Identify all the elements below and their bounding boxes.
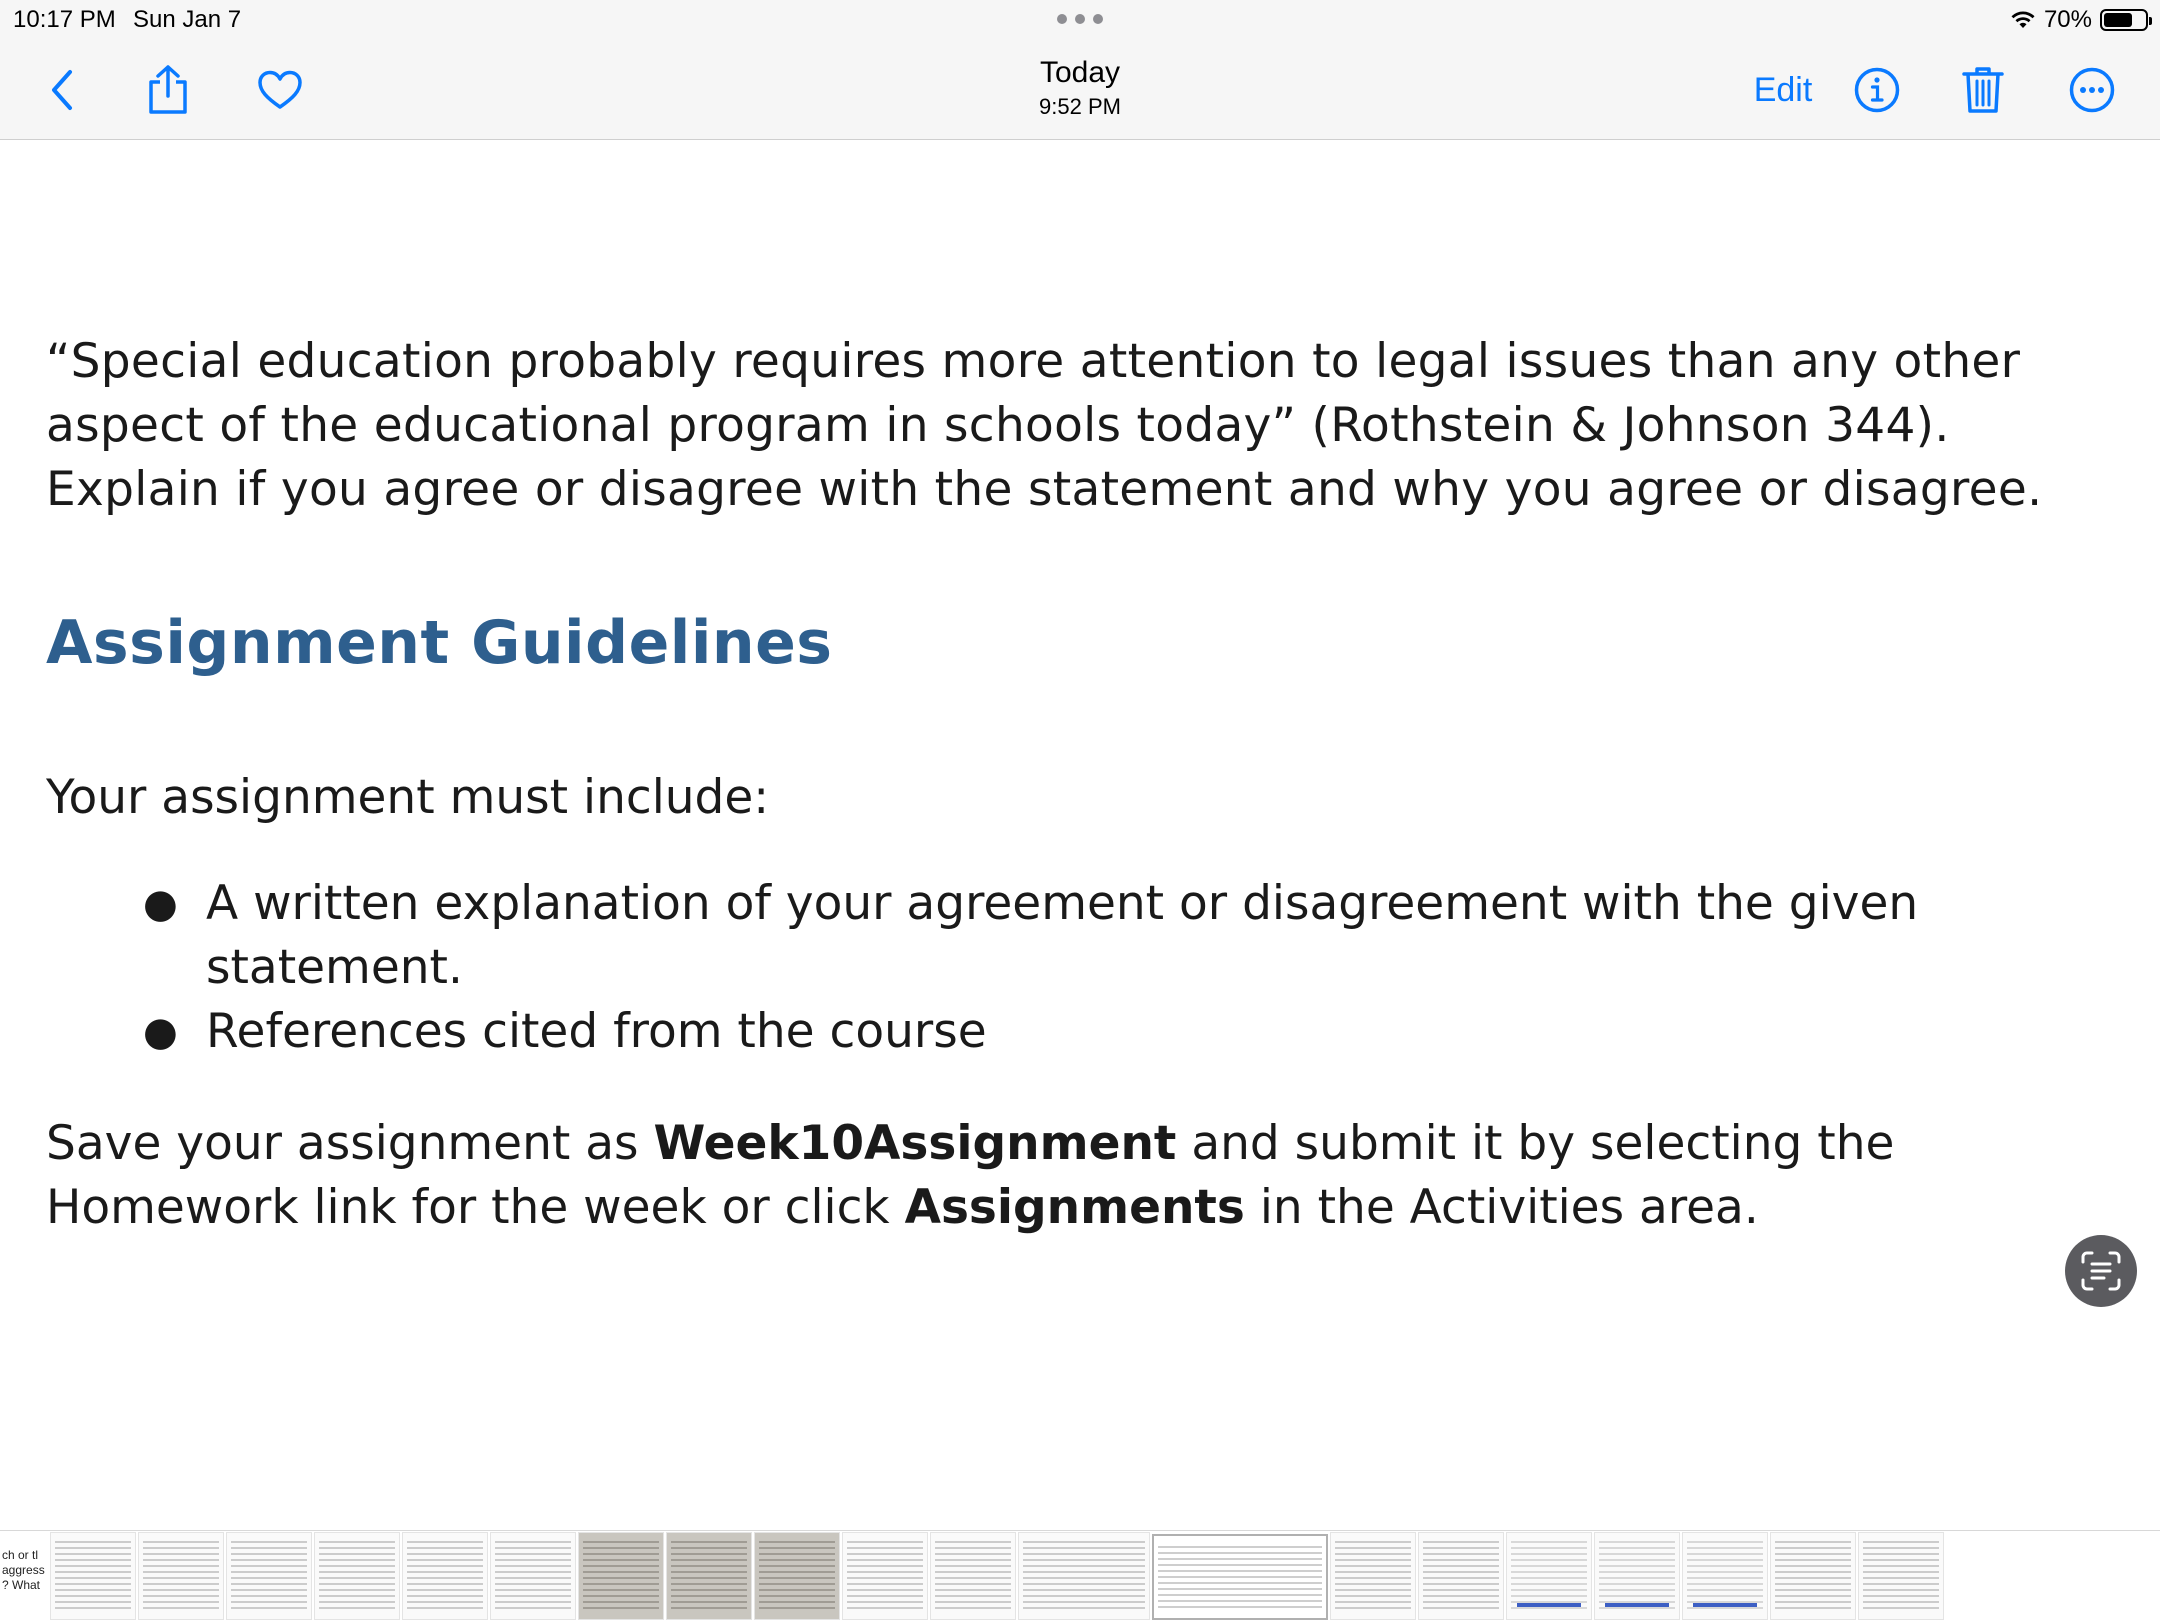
submit-text: Homework link for the week or click (46, 1180, 905, 1235)
intro-text: Your assignment must include: (46, 770, 770, 825)
thumbnail[interactable] (1682, 1532, 1768, 1620)
submit-text: and submit it by selecting the (1176, 1116, 1895, 1171)
list-item (46, 1000, 2126, 1064)
document-photo (46, 330, 2126, 1240)
requirements-list (46, 872, 2126, 1064)
thumbnail[interactable] (402, 1532, 488, 1620)
thumbnail[interactable] (314, 1532, 400, 1620)
thumbnail[interactable] (930, 1532, 1016, 1620)
thumbnail[interactable] (138, 1532, 224, 1620)
submit-line (46, 1112, 2126, 1176)
thumbnail[interactable] (490, 1532, 576, 1620)
title-time: 9:52 PM (1039, 94, 1121, 119)
bullet-icon: ● (143, 881, 178, 927)
thumbnail[interactable] (1858, 1532, 1944, 1620)
status-indicators (2010, 5, 2148, 35)
thumbnail-text-line: ch or tl (2, 1548, 39, 1562)
assignments-link-text: Assignments (904, 1180, 1245, 1235)
submission-instructions (46, 1112, 2126, 1240)
thumbnail-strip[interactable] (0, 1530, 2160, 1620)
delete-button[interactable] (1960, 62, 2006, 118)
live-text-button[interactable] (2065, 1235, 2137, 1307)
thumbnail-text-line: ? What (2, 1578, 41, 1592)
thumbnail[interactable] (666, 1532, 752, 1620)
more-icon (2069, 67, 2115, 113)
thumbnail[interactable] (1418, 1532, 1504, 1620)
thumbnail[interactable] (226, 1532, 312, 1620)
thumbnail[interactable] (754, 1532, 840, 1620)
quote-line: aspect of the educational program in schools today” (Rothstein & Johnson 344). (46, 398, 1950, 453)
thumbnail[interactable] (0, 1532, 48, 1620)
live-text-icon (2079, 1249, 2123, 1293)
status-bar (0, 0, 2160, 42)
thumbnail[interactable] (50, 1532, 136, 1620)
trash-icon (1961, 65, 2005, 115)
edit-button[interactable]: Edit (1753, 70, 1813, 109)
bullet-icon: ● (143, 1009, 178, 1055)
thumbnail[interactable] (842, 1532, 928, 1620)
thumbnail[interactable] (1330, 1532, 1416, 1620)
navigation-bar (0, 42, 2160, 140)
assignment-name: Week10Assignment (653, 1116, 1177, 1171)
status-time: 10:17 PM (13, 6, 116, 33)
submit-text: in the Activities area. (1244, 1180, 1759, 1235)
info-icon (1854, 67, 1900, 113)
list-item-line: statement. (206, 940, 463, 995)
status-date: Sun Jan 7 (133, 6, 242, 33)
title-day: Today (1039, 56, 1121, 89)
submit-text: Save your assignment as (46, 1116, 654, 1171)
list-item-line: A written explanation of your agreement or disagreement with the given (206, 876, 1919, 931)
thumbnail[interactable] (578, 1532, 664, 1620)
thumbnail[interactable] (1018, 1532, 1150, 1620)
thumbnail-text (2, 1548, 45, 1593)
battery-level (2104, 13, 2132, 27)
thumbnail-text-line: aggress (2, 1563, 45, 1577)
more-button[interactable] (2068, 62, 2116, 118)
section-heading: Assignment Guidelines (46, 608, 833, 678)
photo-date-title (0, 56, 2160, 120)
thumbnail[interactable] (1594, 1532, 1680, 1620)
battery-icon (2100, 9, 2148, 31)
info-button[interactable] (1853, 62, 1901, 118)
multitasking-dots-icon[interactable] (1057, 14, 1103, 24)
quote-paragraph (46, 330, 2126, 522)
submit-line (46, 1176, 2126, 1240)
list-item-line: References cited from the course (206, 1004, 987, 1059)
list-item (46, 872, 2126, 1000)
quote-line: “Special education probably requires more attention to legal issues than any other (46, 334, 2021, 389)
wifi-icon (2010, 10, 2036, 30)
thumbnail-selected[interactable] (1152, 1534, 1328, 1620)
battery-percent: 70% (2043, 6, 2092, 33)
thumbnail[interactable] (1770, 1532, 1856, 1620)
thumbnail[interactable] (1506, 1532, 1592, 1620)
quote-line: Explain if you agree or disagree with the statement and why you agree or disagree. (46, 462, 2043, 517)
